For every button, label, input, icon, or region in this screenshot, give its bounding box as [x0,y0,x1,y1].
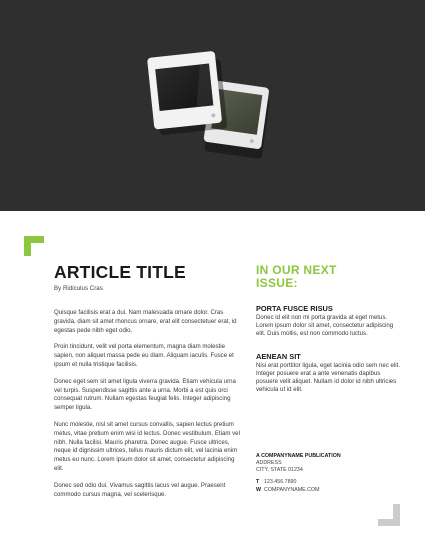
article-byline: By Ridiculus Cras [54,285,103,292]
sidebar-item-text: Donec id elit non mi porta gravida at eget metus. Lorem ipsum dolor sit amet, consectetur adipiscing elit. Duis mollis, est non commodo luctus. [256,314,394,337]
article-paragraph: Nunc molestie, nisl sit amet cursus convallis, sapien lectus pretium metus, vitae pretium enim wisi id lectus. Donec vestibulum. Etiam vel nibh. Nulla facilisi. Mauris pharetra. Donec augue. Fusce ultrices, neque id dignissim ultrices, tellus mauris dictum elit, vel lacinia enim metus eu nunc. Lorem ipsum dolor sit amet, consectetur adipiscing elit. [54,420,240,472]
next-issue-heading-line1: IN OUR NEXT [256,263,337,277]
city-line: CITY, STATE 01234 [256,467,303,473]
article-paragraph: Quisque facilisis erat a dui. Nam malesuada ornare dolor. Cras gravida, diam sit amet rhoncus ornare, erat elit consectetuer erat, id egestas pede nibh eget odio. [54,309,237,334]
web-label: W [256,486,261,493]
next-issue-heading [256,264,401,290]
article-body [54,309,244,499]
article-paragraph: Proin tincidunt, velit vel porta elementum, magna diam molestie sapien, non aliquet massa pede eu diam. Aliquam iaculis. Fusce et ipsum et nulla tristique facilisis. [54,343,234,368]
sidebar-item-title: AENEAN SIT [256,352,301,361]
sidebar-item-text: Nisi erat porttitor ligula, eget lacinia odio sem nec elit. Integer posuere erat a ante venenatis dapibus posuere velit aliquet. Nullam id dolor id nibh ultricies vehicula ut id elit. [256,362,400,393]
sidebar-item [256,304,401,338]
article-title: ARTICLE TITLE [54,262,186,282]
sidebar-column [256,264,401,394]
phone-line [256,479,386,487]
article-paragraph: Donec sed odio dui. Vivamus sagittis lacus vel augue. Praesent commodo cursus magna, vel scelerisque. [54,481,226,498]
photo-slides-illustration [0,0,425,211]
contact-block [256,453,386,494]
corner-accent-top-left [24,236,44,256]
corner-accent-bottom-right [378,504,400,526]
phone-number: 123.456.7890 [264,479,297,485]
address-line: ADDRESS [256,460,282,466]
web-address: COMPANYNAME.COM [264,486,320,493]
phone-label: T [256,479,260,485]
front-slide [147,51,222,130]
sidebar-item [256,352,401,394]
hero-banner [0,0,425,211]
article-paragraph: Donec eget sem sit amet ligula viverra gravida. Etiam vehicula urna vel turpis. Suspendisse sagittis ante a urna. Morbi a est quis orci consequat rutrum. Nullam egestas feugiat felis. Integer adipiscing semper ligula. [54,377,236,412]
company-name: A COMPANYNAME PUBLICATION [256,453,341,459]
article-column [54,262,244,507]
web-line [256,487,386,495]
next-issue-heading-line2: ISSUE: [256,276,298,290]
sidebar-item-title: PORTA FUSCE RISUS [256,304,333,313]
